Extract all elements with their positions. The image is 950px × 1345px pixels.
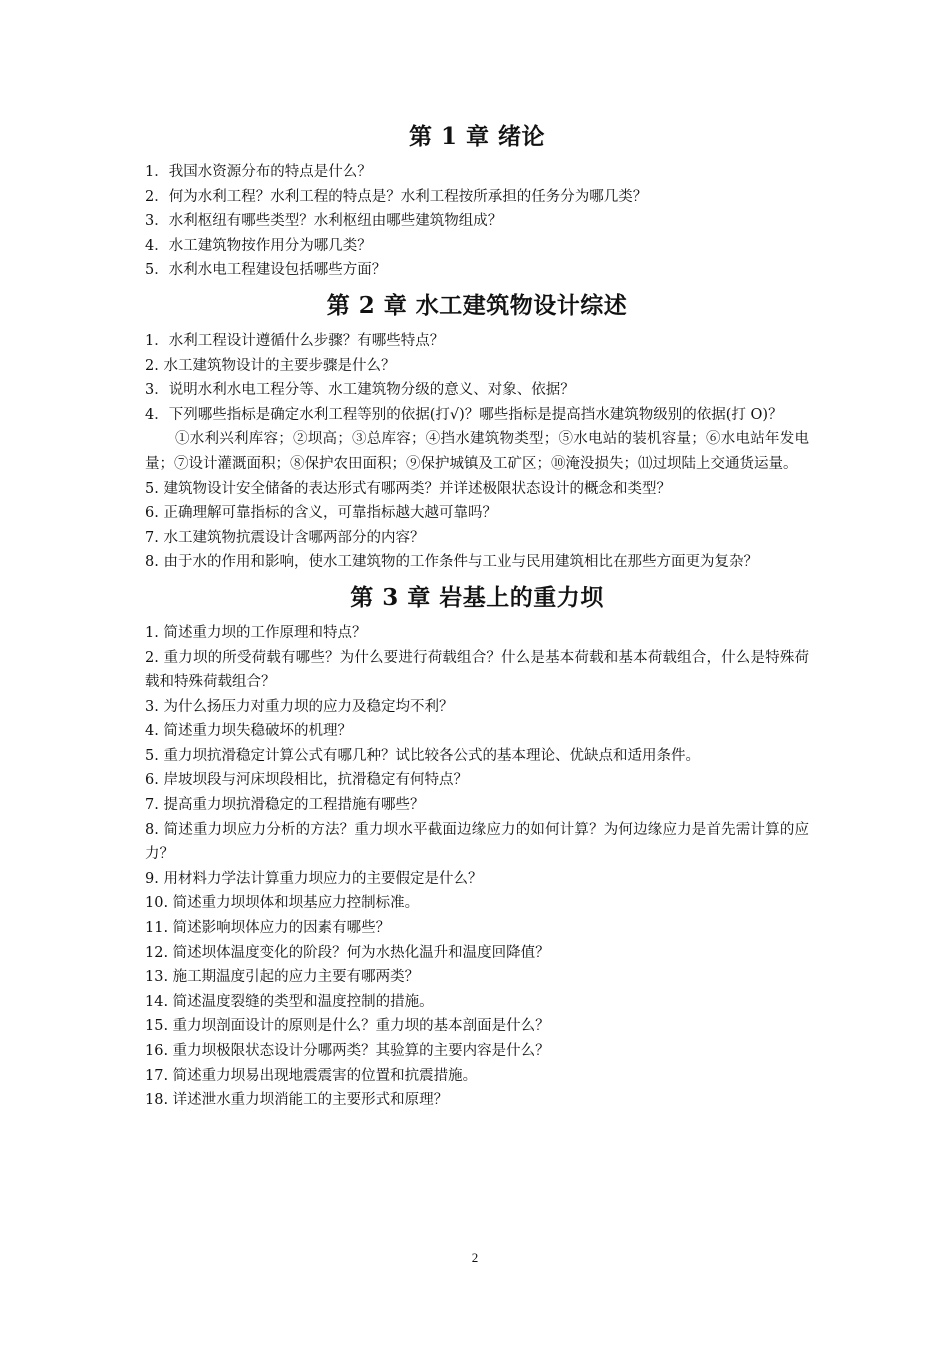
- question-item: 17. 简述重力坝易出现地震震害的位置和抗震措施。: [145, 1067, 478, 1084]
- question-item: 6. 岸坡坝段与河床坝段相比，抗滑稳定有何特点？: [145, 772, 468, 789]
- question-item: 18. 详述泄水重力坝消能工的主要形式和原理？: [145, 1092, 449, 1109]
- question-item: 11. 简述影响坝体应力的因素有哪些？: [145, 920, 391, 937]
- chapter-1-questions: [145, 160, 809, 283]
- question-item: 4. 简述重力坝失稳破坏的机理？: [145, 723, 352, 740]
- question-item: 2. 水工建筑物设计的主要步骤是什么？: [145, 357, 396, 374]
- question-item: 5. 重力坝抗滑稳定计算公式有哪几种？试比较各公式的基本理论、优缺点和适用条件。: [145, 747, 700, 764]
- question-item: 16. 重力坝极限状态设计分哪两类？其验算的主要内容是什么？: [145, 1043, 550, 1059]
- question-item: 1．我国水资源分布的特点是什么？: [145, 164, 372, 180]
- question-item: 3．水利枢纽有哪些类型？水利枢纽由哪些建筑物组成？: [145, 213, 503, 230]
- question-item: 14. 简述温度裂缝的类型和温度控制的措施。: [145, 993, 434, 1010]
- question-item: 1. 简述重力坝的工作原理和特点？: [145, 624, 367, 641]
- question-item: 15. 重力坝剖面设计的原则是什么？重力坝的基本剖面是什么？: [145, 1018, 550, 1035]
- question-item: 10. 简述重力坝坝体和坝基应力控制标准。: [145, 895, 420, 912]
- question-item: 3．说明水利水电工程分等、水工建筑物分级的意义、对象、依据？: [145, 382, 575, 399]
- document-page: [145, 120, 809, 1119]
- question-item: 3. 为什么扬压力对重力坝的应力及稳定均不利？: [145, 698, 454, 715]
- question-item: 1．水利工程设计遵循什么步骤？有哪些特点？: [145, 332, 445, 349]
- question-item: 4．水工建筑物按作用分为哪几类？: [145, 237, 372, 254]
- chapter-3-title: 第 3 章 岩基上的重力坝: [350, 583, 604, 611]
- question-item: 6. 正确理解可靠指标的含义，可靠指标越大越可靠吗？: [145, 505, 497, 522]
- question-item: 12. 简述坝体温度变化的阶段？何为水热化温升和温度回降值？: [145, 944, 550, 961]
- page-number: 2: [471, 1250, 479, 1265]
- indicator-options: ①水利兴利库容；②坝高；③总库容；④挡水建筑物类型；⑤水电站的装机容量；⑥水电站年发电量；⑦设计灌溉面积；⑧保护农田面积；⑨保护城镇及工矿区；⑩淹没损失；⑾过坝陆上交通货运量。: [145, 431, 809, 472]
- question-item: 9. 用材料力学法计算重力坝应力的主要假定是什么？: [145, 870, 483, 887]
- question-item: 2．何为水利工程？水利工程的特点是？水利工程按所承担的任务分为哪几类？: [145, 188, 648, 205]
- question-item: 7. 提高重力坝抗滑稳定的工程措施有哪些？: [145, 797, 425, 814]
- question-item: 13. 施工期温度引起的应力主要有哪两类？: [145, 969, 420, 986]
- chapter-3-questions: [145, 621, 809, 1113]
- chapter-1-title: 第 1 章 绪论: [408, 123, 546, 150]
- question-item: 2. 重力坝的所受荷载有哪些？为什么要进行荷载组合？什么是基本荷载和基本荷载组合，什么是特殊荷载和特殊荷载组合？: [145, 649, 809, 691]
- chapter-2-questions: [145, 329, 809, 575]
- chapter-2-title: 第 2 章 水工建筑物设计综述: [326, 291, 628, 319]
- question-item: 4．下列哪些指标是确定水利工程等别的依据(打√)？哪些指标是提高挡水建筑物级别的依据(打 O)？: [145, 406, 783, 423]
- question-item: 5. 建筑物设计安全储备的表达形式有哪两类？并详述极限状态设计的概念和类型？: [145, 480, 671, 497]
- question-item: 5．水利水电工程建设包括哪些方面？: [145, 262, 387, 279]
- question-item: 8. 简述重力坝应力分析的方法？重力坝水平截面边缘应力的如何计算？为何边缘应力是首先需计算的应力？: [145, 821, 809, 863]
- question-item: 8. 由于水的作用和影响，使水工建筑物的工作条件与工业与民用建筑相比在那些方面更为复杂？: [145, 554, 758, 571]
- question-item: 7. 水工建筑物抗震设计含哪两部分的内容？: [145, 529, 425, 546]
